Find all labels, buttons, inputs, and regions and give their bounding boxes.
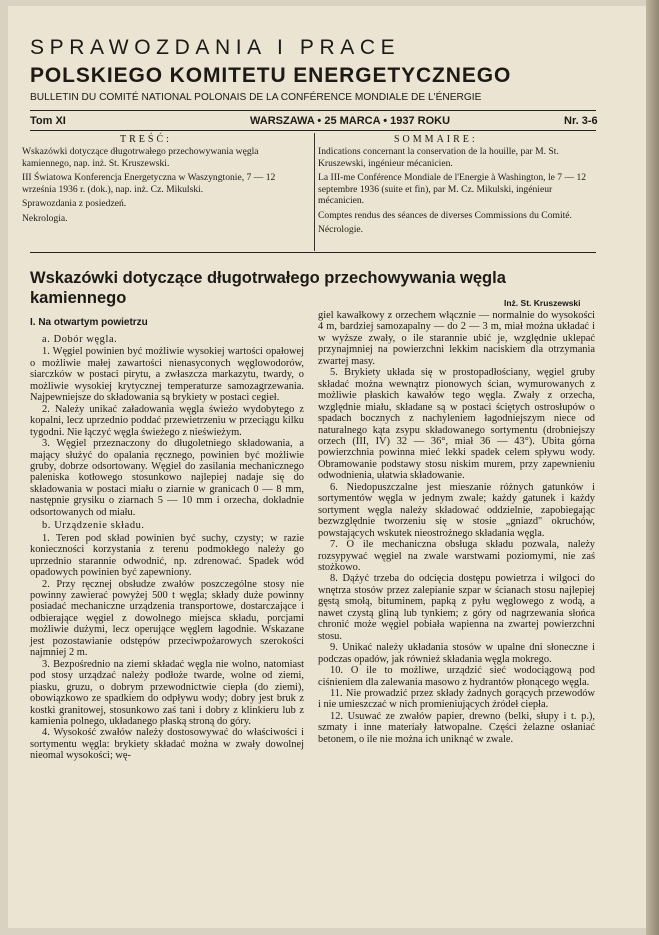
toc-polish xyxy=(22,146,308,227)
paragraph: 2. Przy ręcznej obsłudze zwałów poszczególne stosy nie powinny zawierać powyżej 500 t węgla; składy duże powinny posiadać mechaniczne urządzenia transportowe, dostarczające i odbierające węgiel z dowolnego miejsca składu, porcjami możliwie dużymi, lecz operujące węglem łagodnie. Wskazane jest pozostawianie odstępów przeciwpożarowych szerokości najmniej 2 m. xyxy=(30,578,304,659)
toc-item: Nécrologie. xyxy=(318,224,364,235)
binding-edge xyxy=(646,0,659,935)
document-page xyxy=(8,6,647,928)
toc-item: Nekrologia. xyxy=(22,212,68,224)
toc-item: Wskazówki dotyczące długotrwałego przechowywania węgla kamiennego, nap. inż. St. Kruszewski. xyxy=(22,146,259,169)
issue-date: WARSZAWA • 25 MARCA • 1937 ROKU xyxy=(250,115,451,127)
section-heading: I. Na otwartym powietrzu xyxy=(30,317,148,328)
paragraph: 1. Teren pod skład powinien być suchy, czysty; w razie konieczności korzystania z terenu podmokłego należy go uprzednio starannie odwodnić, np. zdrenować. Spadek wód opadowych powinien być zapewniony. xyxy=(30,532,304,579)
header-rule xyxy=(30,110,596,111)
toc-heading-french: SOMMAIRE: xyxy=(394,134,478,145)
paragraph: 1. Węgiel powinien być możliwie wysokiej wartości opałowej o możliwie małej zawartości nienasyconych węglowodorów, siarczków w postaci pirytu, a zwłaszcza markazytu, twardy, o możliwie wysokiej krytycznej temperaturze samozagrzewania. Najpewniejsze do składowania są brykiety w postaci cegieł. xyxy=(30,346,304,404)
toc-item: La III-me Conférence Mondiale de l'Energie à Washington, le 7 — 12 septembre 1936 (suite et fin), par M. Cz. Mikulski, ingénieur mécanicien. xyxy=(318,172,587,206)
paragraph: 6. Niedopuszczalne jest mieszanie różnych gatunków i sortymentów węgla w jednym zwale; każdy gatunek i każdy sortyment węgla należy składować oddzielnie, zapobiegając bezwzględnie tworzeniu się w stosie „gniazd" okruchów, powstających wskutek nieostrożnego składania węgla. xyxy=(318,481,595,539)
paragraph: 4. Wysokość zwałów należy dostosowywać do właściwości i sortymentu węgla: brykiety składać można w zwały dowolnej nieomal wysokości; wę- xyxy=(30,727,304,762)
subsection-heading: a. Dobór węgla. xyxy=(42,334,118,345)
article-author: Inż. St. Kruszewski xyxy=(504,298,581,308)
paragraph: 10. O ile to możliwe, urządzić sieć wodociągową pod ciśnieniem dla zalewania masowo z hydrantów płonącego węgla. xyxy=(318,665,595,688)
paragraph: 2. Należy unikać załadowania węgla świeżo wydobytego z kopalni, lecz uprzednio poddać przewietrzeniu w przeciągu kilku tygodni. Nie łączyć węgla świeżego z nieświeżym. xyxy=(30,403,304,438)
paragraph: giel kawałkowy z orzechem włącznie — normalnie do wysokości 4 m, bardziej samozapalny — do 2 — 3 m, miał można układać i w wyższe zwały, o ile starannie ubić je, względnie uklepać przynajmniej na powierzchni lekkim naciskiem dla otrzymania zwartej masy. xyxy=(318,310,595,367)
toc-item: Comptes rendus des séances de diverses Commissions du Comité. xyxy=(318,209,572,221)
volume-label: Tom XI xyxy=(30,115,66,127)
journal-series-title: SPRAWOZDANIA I PRACE xyxy=(30,36,401,59)
meta-rule xyxy=(30,130,596,131)
toc-item: Indications concernant la conservation de la houille, par M. St. Kruszewski, ingénieur mécanicien. xyxy=(318,146,559,169)
article-column-right xyxy=(318,310,595,745)
paragraph: 9. Unikać należy układania stosów w upalne dni słoneczne i podczas opadów, jak również składania węgla mokrego. xyxy=(318,642,595,665)
paragraph: 11. Nie prowadzić przez składy żadnych gorących przewodów i nie umieszczać w nich promieniujących źródeł ciepła. xyxy=(318,687,595,711)
toc-french xyxy=(318,146,600,239)
issue-number: Nr. 3-6 xyxy=(564,115,598,127)
paragraph: 3. Bezpośrednio na ziemi składać węgla nie wolno, natomiast pod stosy urządzać należy podłoże twarde, wolne od ziemi, piasku, gruzu, o dobrym przewodnictwie ciepła (do ziemi), obowiązkowo ze spadkiem do odpływu wody; dobry jest bruk z kostki granitowej, stosunkowo zaś tani i dobry z klinkieru lub z kamienia polnego, układanego płaską stroną do góry. xyxy=(30,658,304,727)
paragraph: 3. Węgiel przeznaczony do długoletniego składowania, a mający służyć do opalania ręcznego, powinien być możliwie gruby, dobrze odsortowany. Węgiel do zasilania mechanicznego paleniska kotłowego stosunkowo najlepiej nadaje się do składowania w postaci miału o ziarnie w granicach 0 — 8 mm, następnie grysiku o ziarnach 5 — 10 mm i orzecha, dokładnie odsortowanych od miału. xyxy=(30,438,304,518)
journal-subtitle-french: BULLETIN DU COMITÉ NATIONAL POLONAIS DE LA CONFÉRENCE MONDIALE DE L'ÉNERGIE xyxy=(30,92,482,103)
paragraph: 12. Usuwać ze zwałów papier, drewno (belki, słupy i t. p.), szmaty i inne materiały łatwopalne. Części żelazne osłaniać betonem, o ile nie można ich uniknąć w zwale. xyxy=(318,710,595,745)
toc-item: III Światowa Konferencja Energetyczna w Waszyngtonie, 7 — 12 września 1936 r. (dok.), nap. inż. Cz. Mikulski. xyxy=(22,172,276,195)
article-column-left xyxy=(30,332,304,762)
toc-item: Sprawozdania z posiedzeń. xyxy=(22,198,127,209)
toc-divider xyxy=(314,133,315,251)
toc-bottom-rule xyxy=(30,252,596,253)
article-title: Wskazówki dotyczące długotrwałego przechowywania węgla kamiennego xyxy=(30,269,506,307)
paragraph: 8. Dążyć trzeba do odcięcia dostępu powietrza i wilgoci do wnętrza stosów przez zalepianie szpar w ścianach stosu najlepiej gęstą smołą, bituminem, papką z pyłu węglowego z wodą, a nawet czystą gliną lub tynkiem; z góry od nagrzewania słońca chronić może węgiel pobiała wapienna na zwartej powierzchni stosu. xyxy=(318,573,595,642)
paragraph: 5. Brykiety układa się w prostopadłościany, węgiel gruby składać można wewnątrz pionowych ścian, wymurowanych z możliwie płaskich kawałów tego węgla. Zwały z orzecha, względnie miału, składane są w postaci ściętych ostrosłupów o spadach bocznych z nachyleniem łagodniejszym niece od naturalnego kąta zsypu składowanego sortymentu (drobniejszy orzech (III, IV) 32 — 36°, miał 36 — 43°). Ubita górna powierzchnia powinna mieć lekki spadek celem spływu wody. Obramowanie podstawy stosu niskim murem, przy zapewnieniu odwodnienia, ułatwia składowanie. xyxy=(318,367,595,482)
journal-title: POLSKIEGO KOMITETU ENERGETYCZNEGO xyxy=(30,64,512,87)
paragraph: 7. O ile mechaniczna obsługa składu pozwala, należy rozsypywać węgiel na zwale warstwami poziomymi, nie zaś stożkowo. xyxy=(318,539,595,573)
toc-heading-polish: TREŚĆ: xyxy=(120,134,172,145)
subsection-heading: b. Urządzenie składu. xyxy=(42,520,145,532)
